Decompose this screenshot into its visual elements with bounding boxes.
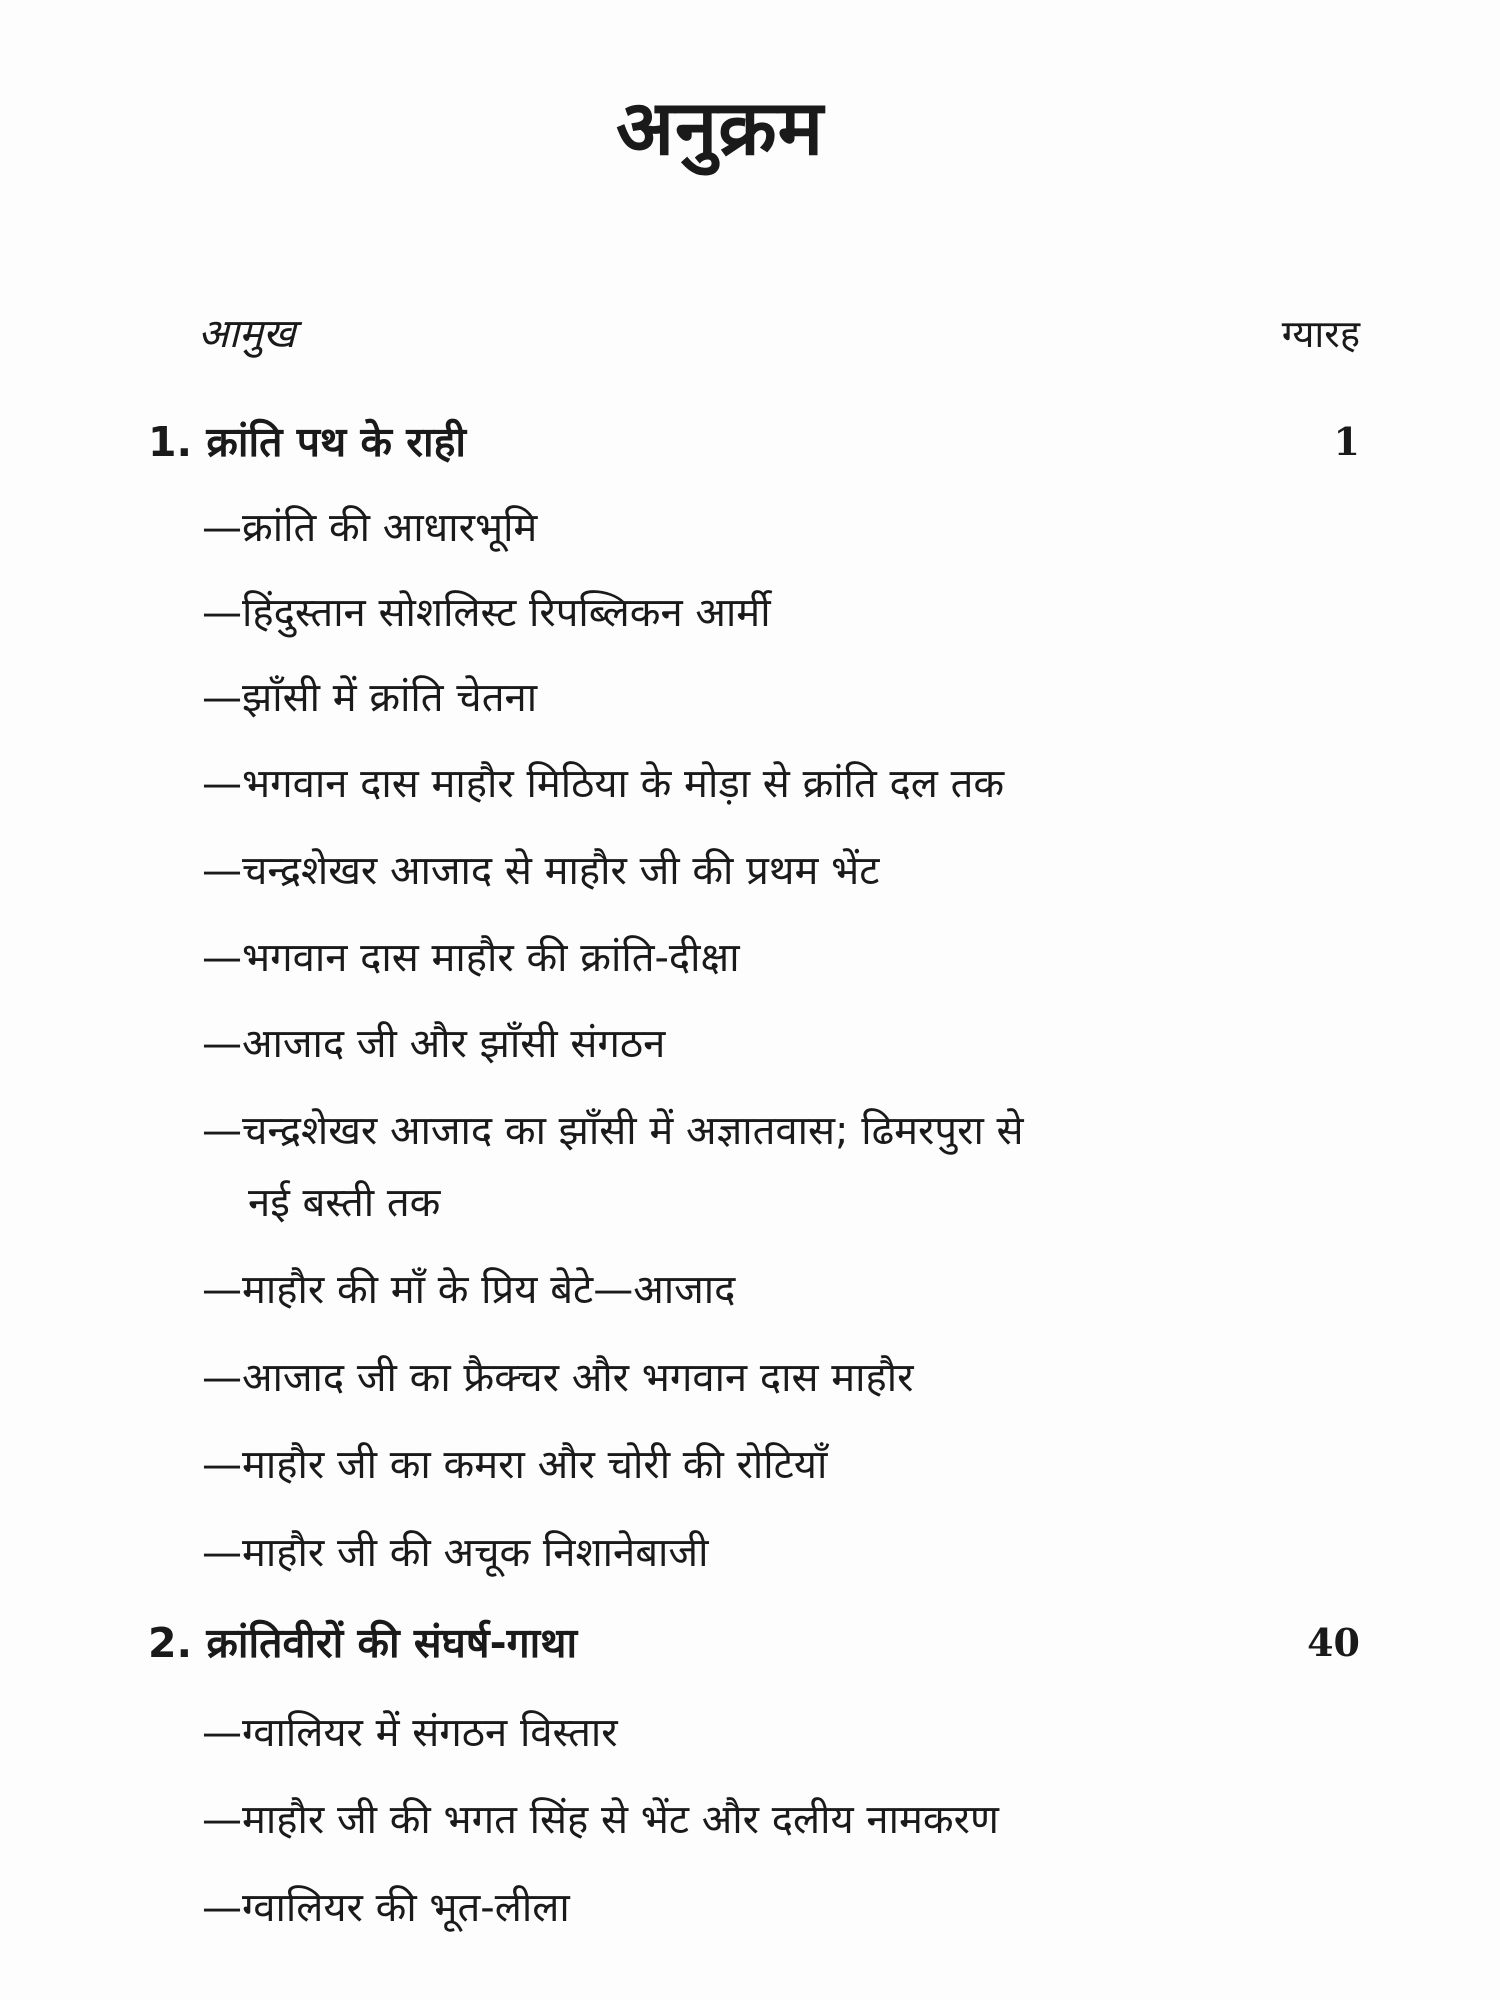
page-title: अनुक्रम <box>615 83 825 172</box>
toc-entry-text: —आजाद जी का फ्रैक्चर और भगवान दास माहौर <box>202 1355 914 1401</box>
toc-entry-text: —आजाद जी और झाँसी संगठन <box>202 1021 666 1067</box>
toc-entry-text: नई बस्ती तक <box>248 1180 441 1226</box>
toc-entry-text: —चन्द्रशेखर आजाद से माहौर जी की प्रथम भेंट <box>202 848 880 894</box>
toc-entry-text: —क्रांति की आधारभूमि <box>202 505 538 551</box>
chapter-title: 1. क्रांति पथ के राही <box>148 418 467 466</box>
toc-entry-text: —ग्वालियर में संगठन विस्तार <box>202 1710 618 1756</box>
toc-entry-text: —माहौर जी की अचूक निशानेबाजी <box>202 1530 709 1576</box>
toc-entry-text: —चन्द्रशेखर आजाद का झाँसी में अज्ञातवास; ढिमरपुरा से <box>202 1108 1024 1154</box>
toc-entry-text: —झाँसी में क्रांति चेतना <box>202 675 538 721</box>
toc-intro-page: ग्यारह <box>1281 312 1360 356</box>
toc-entry-text: —माहौर जी की भगत सिंह से भेंट और दलीय नामकरण <box>202 1797 999 1843</box>
toc-entry-text: —ग्वालियर की भूत-लीला <box>202 1885 570 1931</box>
chapter-page-number: 40 <box>1307 1620 1360 1665</box>
toc-entry-text: —माहौर जी का कमरा और चोरी की रोटियाँ <box>202 1442 828 1488</box>
toc-entry-text: —भगवान दास माहौर की क्रांति-दीक्षा <box>202 935 740 981</box>
chapter-title: 2. क्रांतिवीरों की संघर्ष-गाथा <box>148 1619 578 1667</box>
toc-intro-label: आमुख <box>198 311 296 357</box>
chapter-page-number: 1 <box>1333 419 1360 464</box>
toc-entry-text: —माहौर की माँ के प्रिय बेटे—आजाद <box>202 1267 736 1313</box>
toc-entry-text: —भगवान दास माहौर मिठिया के मोड़ा से क्रांति दल तक <box>202 761 1005 807</box>
toc-entry-text: —हिंदुस्तान सोशलिस्ट रिपब्लिकन आर्मी <box>202 590 771 636</box>
